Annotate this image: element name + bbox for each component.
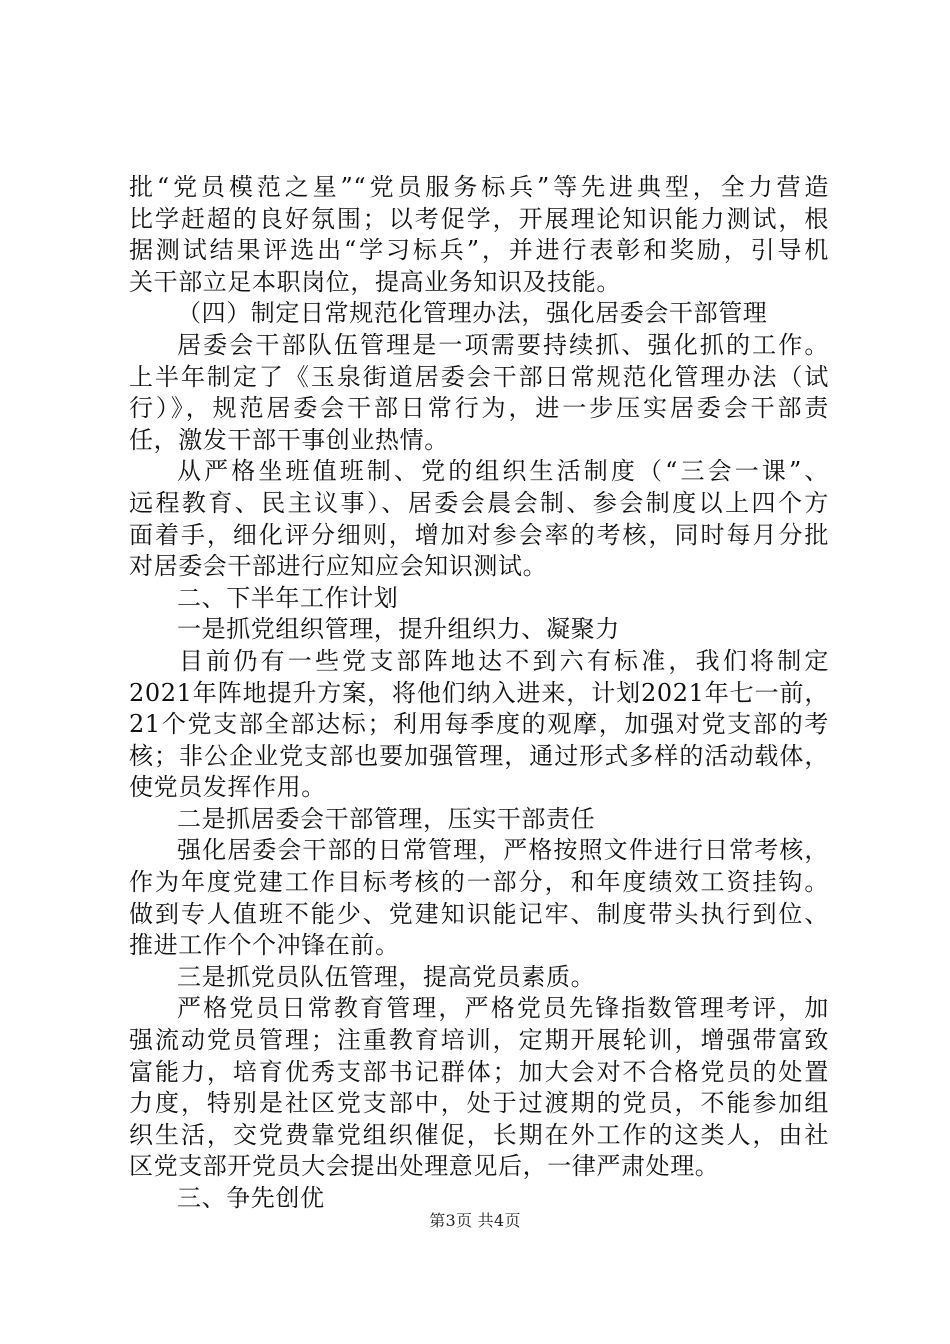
section-heading: 二、下半年工作计划 [177, 583, 399, 612]
text-line: 面着手，细化评分细则，增加对参会率的考核，同时每月分批 [129, 520, 829, 549]
text-line: 2021年阵地提升方案，将他们纳入进来，计划2021年七一前， [129, 678, 829, 707]
document-body [129, 172, 829, 1215]
text-line: 比学赶超的良好氛围；以考促学，开展理论知识能力测试，根 [129, 204, 829, 233]
section-heading: 一是抓党组织管理，提升组织力、凝聚力 [177, 615, 620, 644]
text-line: 富能力，培育优秀支部书记群体；加大会对不合格党员的处置 [129, 1057, 829, 1086]
section-heading: 三是抓党员队伍管理，提高党员素质。 [177, 962, 596, 991]
text-line: 区党支部开党员大会提出处理意见后，一律严肃处理。 [129, 1152, 720, 1181]
text-line: 关干部立足本职岗位，提高业务知识及技能。 [129, 267, 621, 296]
text-line: 严格党员日常教育管理，严格党员先锋指数管理考评，加 [177, 994, 829, 1023]
text-line: 做到专人值班不能少、党建知识能记牢、制度带头执行到位、 [129, 899, 829, 928]
text-line: 推进工作个个冲锋在前。 [129, 931, 400, 960]
text-line: 强化居委会干部的日常管理，严格按照文件进行日常考核， [177, 836, 829, 865]
text-line: 目前仍有一些党支部阵地达不到六有标准，我们将制定 [179, 646, 829, 675]
text-line: 核；非公企业党支部也要加强管理，通过形式多样的活动载体， [129, 741, 829, 770]
text-line: 织生活，交党费靠党组织催促，长期在外工作的这类人，由社 [129, 1120, 829, 1149]
text-line: 对居委会干部进行应知应会知识测试。 [129, 552, 548, 581]
text-line: 行）》，规范居委会干部日常行为，进一步压实居委会干部责 [129, 394, 829, 423]
section-heading: 二是抓居委会干部管理，压实干部责任 [177, 804, 596, 833]
text-line: 居委会干部队伍管理是一项需要持续抓、强化抓的工作。 [177, 330, 829, 359]
section-heading: （四）制定日常规范化管理办法，强化居委会干部管理 [177, 299, 768, 328]
text-line: 上半年制定了《玉泉街道居委会干部日常规范化管理办法（试 [129, 362, 829, 391]
section-heading: 三、争先创优 [177, 1184, 325, 1212]
text-line: 强流动党员管理；注重教育培训，定期开展轮训，增强带富致 [129, 1026, 829, 1055]
text-line: 作为年度党建工作目标考核的一部分，和年度绩效工资挂钩。 [129, 868, 829, 897]
text-line: 批“党员模范之星”“党员服务标兵”等先进典型，全力营造 [129, 173, 829, 201]
text-line: 任，激发干部干事创业热情。 [129, 425, 449, 454]
text-line: 据测试结果评选出“学习标兵”，并进行表彰和奖励，引导机 [129, 236, 829, 265]
text-line: 力度，特别是社区党支部中，处于过渡期的党员，不能参加组 [129, 1089, 829, 1118]
text-line: 远程教育、民主议事）、居委会晨会制、参会制度以上四个方 [129, 488, 829, 517]
text-line: 21个党支部全部达标；利用每季度的观摩，加强对党支部的考 [129, 710, 829, 739]
text-line: 从严格坐班值班制、党的组织生活制度（“三会一课”、 [177, 457, 829, 486]
page-footer: 第3页 共4页 [429, 1211, 521, 1230]
text-line: 使党员发挥作用。 [129, 773, 326, 802]
